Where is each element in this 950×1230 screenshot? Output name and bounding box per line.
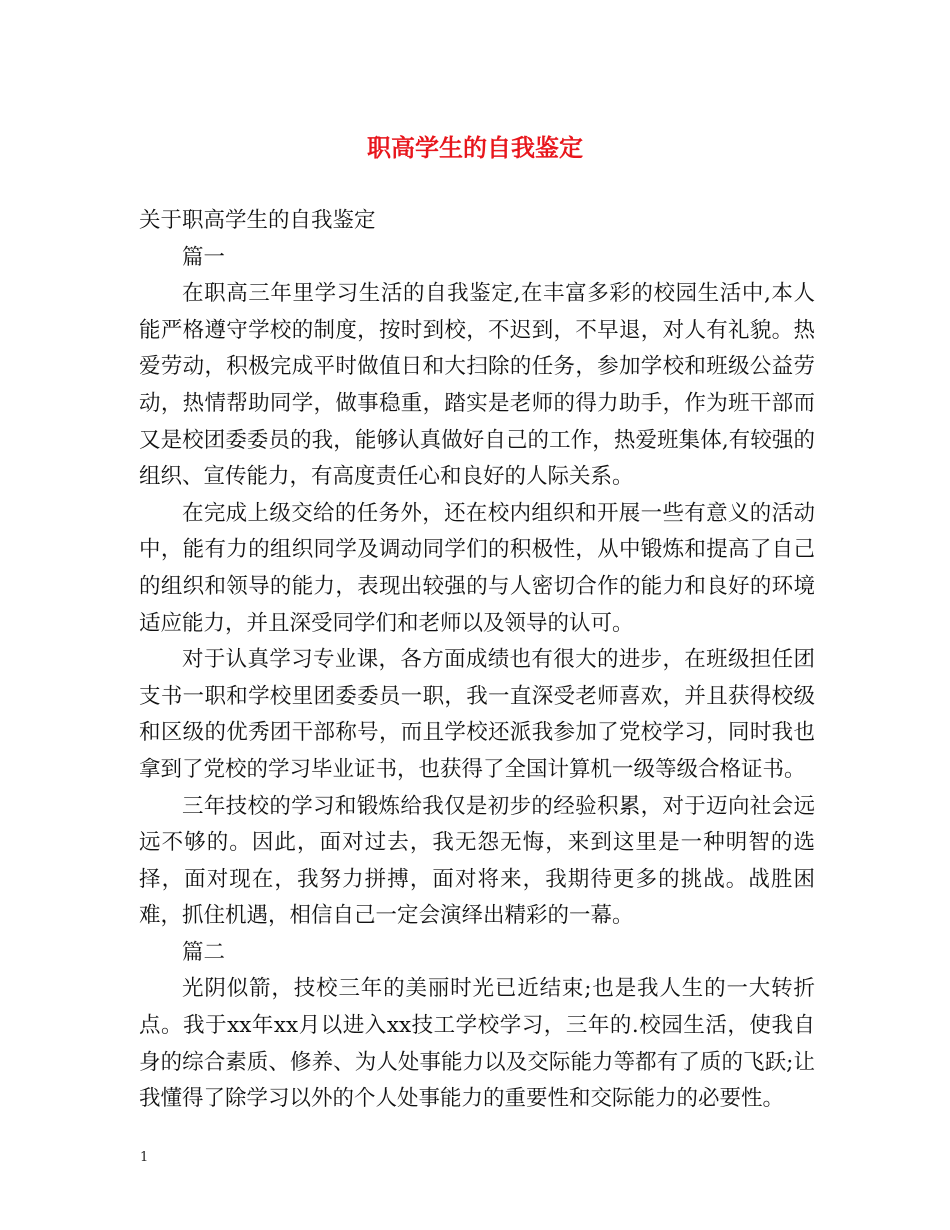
document-subtitle: 关于职高学生的自我鉴定 [139, 208, 376, 233]
paragraph: 光阴似箭，技校三年的美丽时光已近结束;也是我人生的一大转折点。我于xx年xx月以进入xx技工学校学习，三年的.校园生活，使我自身的综合素质、修养、为人处事能力以及交际能力等都有了质的飞跃;让我懂得了除学习以外的个人处事能力的重要性和交际能力的必要性。 [139, 976, 815, 1112]
document-title: 职高学生的自我鉴定 [367, 133, 583, 162]
page-number: 1 [140, 1150, 149, 1165]
document-body [139, 203, 815, 1118]
paragraph: 三年技校的学习和锻炼给我仅是初步的经验积累，对于迈向社会远远不够的。因此，面对过去，我无怨无悔，来到这里是一种明智的选择，面对现在，我努力拼搏，面对将来，我期待更多的挑战。战胜困难，抓住机遇，相信自己一定会演绎出精彩的一幕。 [139, 793, 815, 929]
section-heading-2: 篇二 [182, 939, 226, 965]
paragraph: 在职高三年里学习生活的自我鉴定,在丰富多彩的校园生活中,本人能严格遵守学校的制度，按时到校，不迟到，不早退，对人有礼貌。热爱劳动，积极完成平时做值日和大扫除的任务，参加学校和班级公益劳动，热情帮助同学，做事稳重，踏实是老师的得力助手，作为班干部而又是校团委委员的我，能够认真做好自己的工作，热爱班集体,有较强的组织、宣传能力，有高度责任心和良好的人际关系。 [139, 281, 815, 490]
paragraph: 在完成上级交给的任务外，还在校内组织和开展一些有意义的活动中，能有力的组织同学及调动同学们的积极性，从中锻炼和提高了自己的组织和领导的能力，表现出较强的与人密切合作的能力和良好的环境适应能力，并且深受同学们和老师以及领导的认可。 [139, 500, 815, 636]
section-heading-1: 篇一 [182, 244, 226, 270]
paragraph: 对于认真学习专业课，各方面成绩也有很大的进步，在班级担任团支书一职和学校里团委委员一职，我一直深受老师喜欢，并且获得校级和区级的优秀团干部称号，而且学校还派我参加了党校学习，同时我也拿到了党校的学习毕业证书，也获得了全国计算机一级等级合格证书。 [139, 647, 815, 782]
